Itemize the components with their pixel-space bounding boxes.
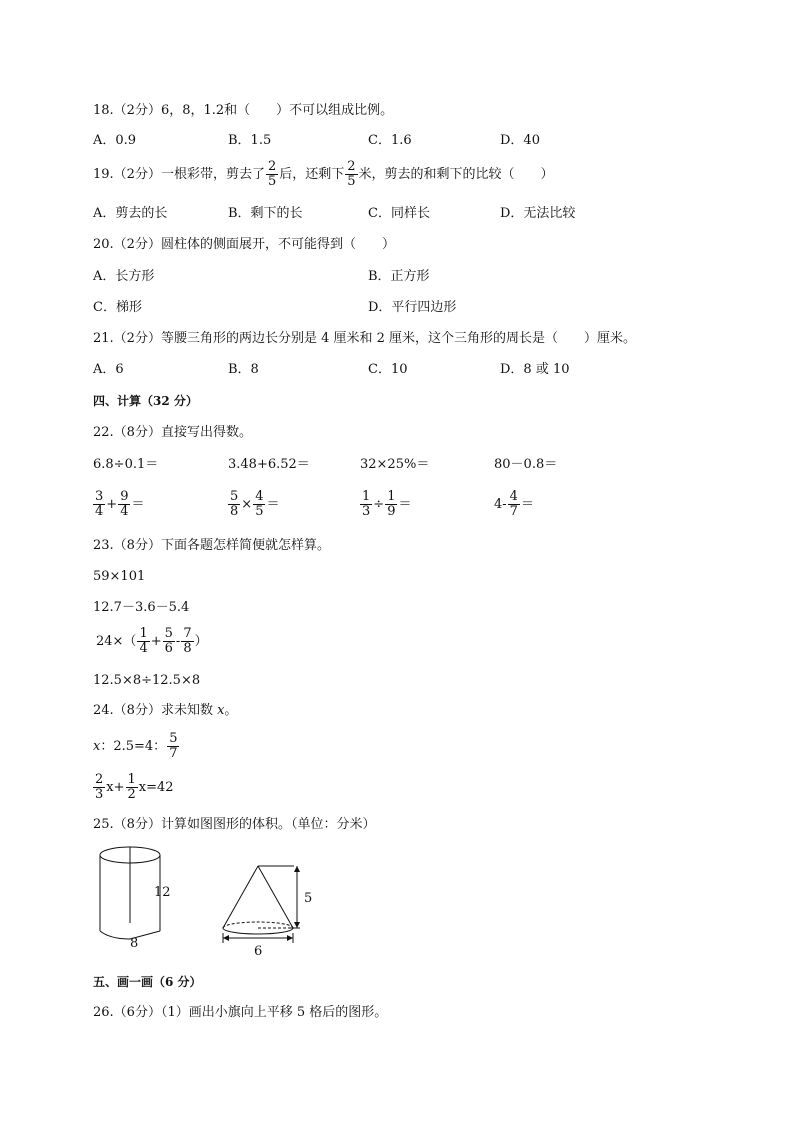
denominator: 2 bbox=[127, 787, 136, 802]
q22-stem: 22.（8分）直接写出得数。 bbox=[93, 425, 252, 440]
numerator: 4 bbox=[255, 489, 264, 504]
q24-stem-text: 24.（8分）求未知数 bbox=[93, 703, 218, 718]
operator: × bbox=[241, 496, 253, 512]
q23-stem: 23.（8分）下面各题怎样简便就怎样算。 bbox=[93, 538, 330, 553]
equation-text: x=42 bbox=[138, 779, 174, 795]
equals: ＝ bbox=[266, 496, 280, 512]
fraction bbox=[93, 490, 105, 519]
numerator: 1 bbox=[127, 772, 136, 787]
equals: ＝ bbox=[131, 496, 145, 512]
denominator: 7 bbox=[169, 746, 178, 761]
fraction bbox=[126, 773, 138, 802]
q19-fraction-2 bbox=[345, 160, 357, 189]
q24-equation-2 bbox=[92, 773, 174, 802]
denominator: 4 bbox=[95, 504, 104, 519]
q18-option-d: D．40 bbox=[500, 133, 540, 148]
q22-fraction-expr-3 bbox=[359, 490, 411, 519]
q18-option-b: B．1.5 bbox=[228, 133, 272, 148]
fraction bbox=[137, 627, 149, 656]
q24-stem-end: 。 bbox=[224, 703, 238, 718]
q19-frac2-den: 5 bbox=[347, 174, 356, 189]
fig2-height-label: 5 bbox=[304, 891, 313, 906]
q24-stem-variable: x bbox=[217, 703, 225, 718]
lead-term: 4- bbox=[494, 496, 507, 512]
q25-stem: 25.（8分）计算如图图形的体积。（单位：分米） bbox=[93, 817, 376, 832]
q22-fraction-expr-1 bbox=[92, 490, 144, 519]
variable: x bbox=[93, 738, 101, 754]
q18-stem: 18.（2分）6，8，1.2和（ ）不可以组成比例。 bbox=[93, 103, 394, 118]
q19-option-b: B．剩下的长 bbox=[228, 206, 303, 221]
denominator: 3 bbox=[95, 787, 104, 802]
half-cylinder-figure bbox=[90, 845, 190, 950]
fraction bbox=[228, 490, 240, 519]
fraction bbox=[163, 627, 175, 656]
lead-term: 24×（ bbox=[96, 633, 137, 649]
numerator: 4 bbox=[509, 489, 518, 504]
q18-option-c: C．1.6 bbox=[368, 133, 412, 148]
q23-line-1: 59×101 bbox=[93, 569, 146, 584]
q21-option-d: D．8 或 10 bbox=[500, 362, 570, 377]
equals: ＝ bbox=[520, 496, 534, 512]
numerator: 7 bbox=[183, 626, 192, 641]
numerator: 1 bbox=[387, 489, 396, 504]
q22-expr-1: 6.8÷0.1＝ bbox=[93, 457, 159, 472]
numerator: 2 bbox=[95, 772, 104, 787]
q24-equation-1 bbox=[93, 732, 180, 761]
numerator: 5 bbox=[230, 489, 239, 504]
fraction bbox=[360, 490, 372, 519]
q19-frac1-num: 2 bbox=[267, 159, 277, 174]
q22-expr-3: 32×25%＝ bbox=[360, 457, 430, 472]
numerator: 1 bbox=[362, 489, 371, 504]
denominator: 7 bbox=[509, 504, 518, 519]
q19-middle: 后，还剩下 bbox=[279, 166, 345, 182]
fraction bbox=[253, 490, 265, 519]
q19-prefix: 19.（2分）一根彩带，剪去了 bbox=[93, 166, 265, 182]
q22-expr-4: 80－0.8＝ bbox=[494, 457, 558, 472]
fig2-diameter-label: 6 bbox=[254, 944, 263, 959]
operator: + bbox=[106, 496, 118, 512]
q21-option-c: C．10 bbox=[368, 362, 408, 377]
q19-frac1-den: 5 bbox=[267, 174, 277, 189]
q24-stem bbox=[93, 703, 237, 719]
numerator: 9 bbox=[120, 489, 129, 504]
fraction bbox=[167, 732, 179, 761]
q20-option-c: C．梯形 bbox=[93, 300, 142, 315]
q23-line-4: 12.5×8÷12.5×8 bbox=[93, 673, 201, 688]
q20-option-d: D．平行四边形 bbox=[368, 300, 457, 315]
q21-option-a: A．6 bbox=[93, 362, 124, 377]
fraction bbox=[93, 773, 105, 802]
denominator: 9 bbox=[387, 504, 396, 519]
q19-option-d: D．无法比较 bbox=[500, 206, 576, 221]
fig1-diameter-label: 8 bbox=[130, 936, 139, 950]
denominator: 8 bbox=[230, 504, 239, 519]
numerator: 1 bbox=[139, 626, 148, 641]
equation-text: x+ bbox=[106, 779, 125, 795]
denominator: 8 bbox=[183, 641, 192, 656]
q23-line-3 bbox=[96, 627, 208, 656]
fraction bbox=[385, 490, 397, 519]
fraction bbox=[118, 490, 130, 519]
denominator: 4 bbox=[139, 641, 148, 656]
operator: - bbox=[175, 633, 181, 649]
numerator: 5 bbox=[169, 731, 178, 746]
denominator: 5 bbox=[255, 504, 264, 519]
q19-suffix: 米，剪去的和剩下的比较（ ） bbox=[358, 166, 554, 182]
equals: ＝ bbox=[398, 496, 412, 512]
q18-option-a: A．0.9 bbox=[93, 133, 137, 148]
q19-stem bbox=[93, 160, 554, 189]
section-heading-calculation: 四、计算（32 分） bbox=[93, 394, 198, 408]
denominator: 3 bbox=[362, 504, 371, 519]
operator: + bbox=[150, 633, 162, 649]
fig1-height-label: 12 bbox=[154, 885, 171, 900]
fraction bbox=[508, 490, 520, 519]
close-paren: ） bbox=[194, 633, 208, 649]
q22-fraction-expr-2 bbox=[227, 490, 279, 519]
q21-stem: 21.（2分）等腰三角形的两边长分别是 4 厘米和 2 厘米，这个三角形的周长是（ ）厘米。 bbox=[93, 331, 637, 346]
q23-line-2: 12.7－3.6－5.4 bbox=[93, 600, 190, 615]
denominator: 6 bbox=[164, 641, 173, 656]
q19-option-a: A．剪去的长 bbox=[93, 206, 168, 221]
q21-option-b: B．8 bbox=[228, 362, 259, 377]
section-heading-drawing: 五、画一画（6 分） bbox=[93, 975, 202, 989]
q22-expr-2: 3.48+6.52＝ bbox=[228, 457, 310, 472]
q19-option-c: C．同样长 bbox=[368, 206, 430, 221]
q19-frac2-num: 2 bbox=[347, 159, 356, 174]
q26-stem: 26.（6分）（1）画出小旗向上平移 5 格后的图形。 bbox=[93, 1005, 388, 1020]
operator: ÷ bbox=[373, 496, 385, 512]
q20-option-b: B．正方形 bbox=[368, 269, 430, 284]
denominator: 4 bbox=[120, 504, 129, 519]
q20-option-a: A．长方形 bbox=[93, 269, 155, 284]
equation-text: ：2.5=4： bbox=[100, 738, 167, 754]
cone-figure bbox=[218, 862, 328, 962]
q20-stem: 20.（2分）圆柱体的侧面展开，不可能得到（ ） bbox=[93, 237, 395, 252]
fraction bbox=[181, 627, 193, 656]
q22-fraction-expr-4 bbox=[494, 490, 534, 519]
numerator: 5 bbox=[164, 626, 173, 641]
q19-fraction-1 bbox=[266, 160, 278, 189]
numerator: 3 bbox=[95, 489, 104, 504]
